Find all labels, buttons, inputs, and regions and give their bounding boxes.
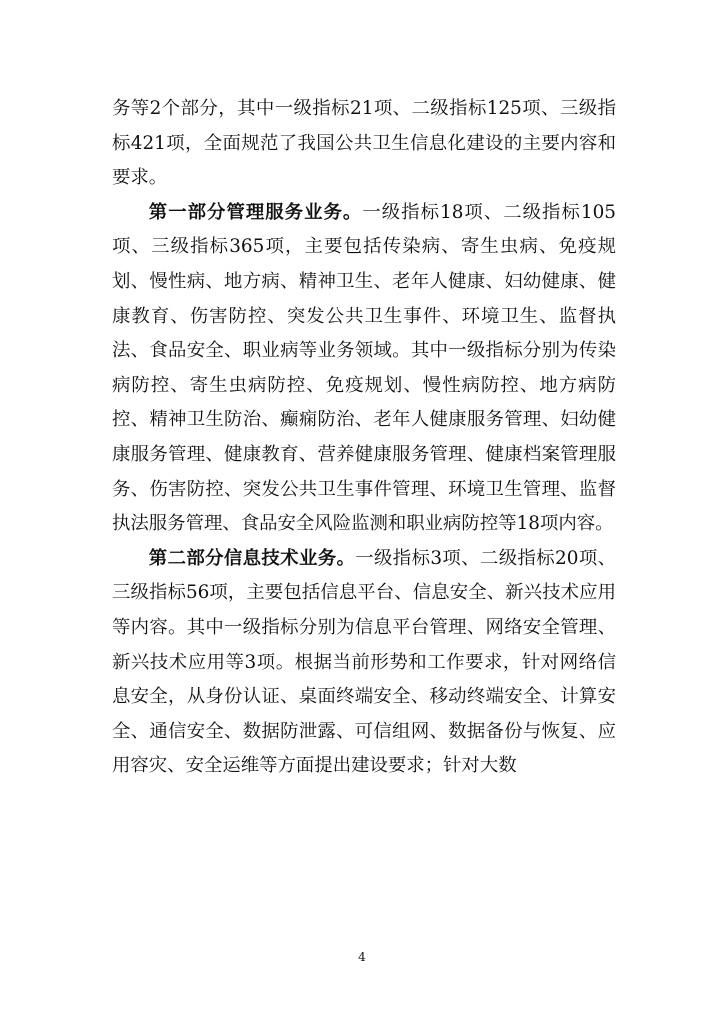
page-number: 4 <box>358 950 366 964</box>
paragraph-information-technology <box>112 542 616 784</box>
paragraph-text: 务等2个部分，其中一级指标21项、二级指标125项、三级指标421项，全面规范了我国公共卫生信息化建设的主要内容和要求。 <box>112 98 616 189</box>
body-text <box>112 92 616 784</box>
paragraph-text: 一级指标3项、二级指标20项、三级指标56项，主要包括信息平台、信息安全、新兴技术应用等内容。其中一级指标分别为信息平台管理、网络安全管理、新兴技术应用等3项。根据当前形势和工作要求，针对网络信息安全，从身份认证、桌面终端安全、移动终端安全、计算安全、通信安全、数据防泄露、可信组网、数据备份与恢复、应用容灾、安全运维等方面提出建设要求；针对大数 <box>112 547 616 777</box>
paragraph-text: 一级指标18项、二级指标105项、三级指标365项，主要包括传染病、寄生虫病、免疫规划、慢性病、地方病、精神卫生、老年人健康、妇幼健康、健康教育、伤害防控、突发公共卫生事件、环境卫生、监督执法、食品安全、职业病等业务领域。其中一级指标分别为传染病防控、寄生虫病防控、免疫规划、慢性病防控、地方病防控、精神卫生防治、癫痫防治、老年人健康服务管理、妇幼健康服务管理、健康教育、营养健康服务管理、健康档案管理服务、伤害防控、突发公共卫生事件管理、环境卫生管理、监督执法服务管理、食品安全风险监测和职业病防控等18项内容。 <box>112 201 616 535</box>
paragraph-continuation <box>112 92 616 196</box>
paragraph-heading: 第二部分信息技术业务。 <box>148 547 356 569</box>
paragraph-heading: 第一部分管理服务业务。 <box>148 201 363 223</box>
paragraph-management-services <box>112 196 616 542</box>
